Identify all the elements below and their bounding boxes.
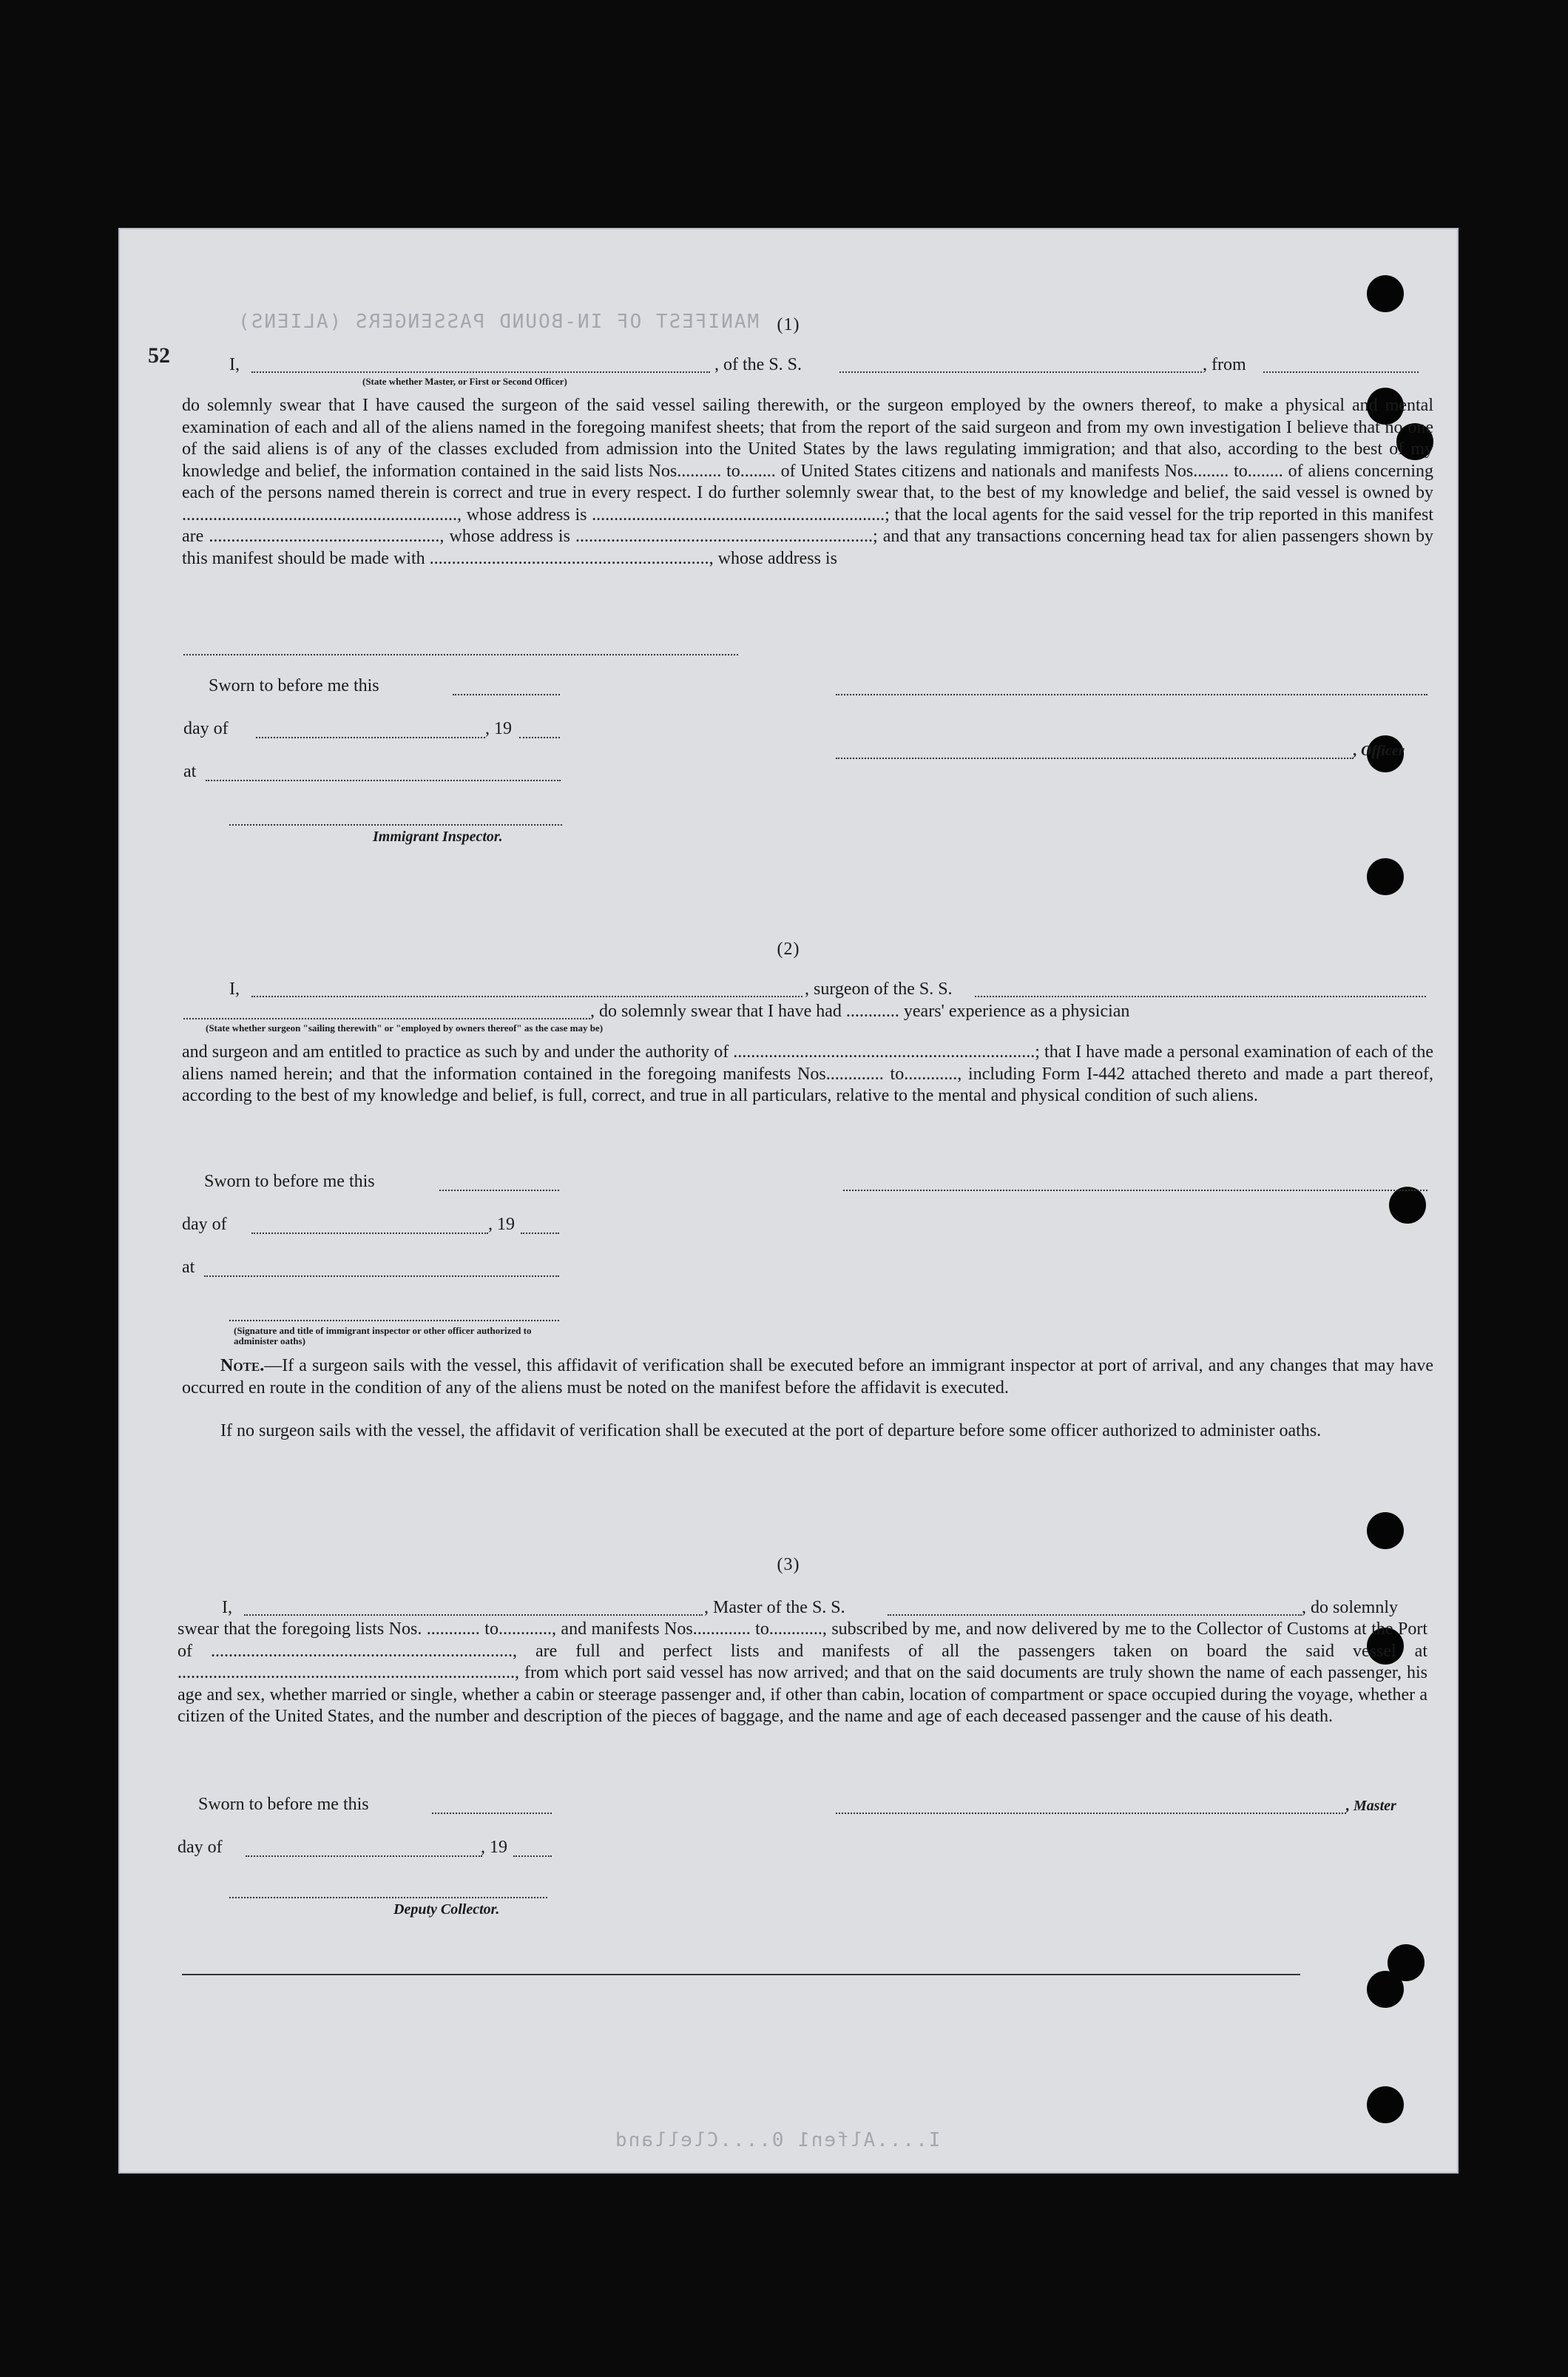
section-3-line1-prefix: I,	[222, 1598, 232, 1617]
section-3-day-of: day of	[178, 1838, 223, 1857]
section-3-master-name-field[interactable]	[244, 1614, 703, 1616]
punch-hole	[1367, 1971, 1404, 2008]
note-label: Note.	[220, 1356, 265, 1375]
bleed-through-title: MANIFEST OF IN-BOUND PASSENGERS (ALIENS)	[237, 311, 760, 333]
form-sheet	[118, 228, 1459, 2174]
from-port-field[interactable]	[1263, 371, 1419, 373]
immigrant-inspector-label: Immigrant Inspector.	[373, 829, 503, 845]
section-3-day-field[interactable]	[246, 1855, 482, 1857]
section-2-note	[182, 1355, 1433, 1399]
punch-hole	[1389, 1187, 1426, 1224]
section-2-number: (2)	[777, 940, 800, 959]
section-2-line2: , do solemnly swear that I have had ............ years' experience as a physician	[590, 1002, 1130, 1021]
master-signature-line[interactable]	[836, 1813, 1346, 1814]
section-3-body: swear that the foregoing lists Nos. ............ to............, and manifests Nos............. to............, subscribed by me, and now delivered by me to the Collector of Customs at the Port of ...................................................................., are full and perfect lists and manifests of all the passengers taken on board the said vessel at ............................................................................, from which port said vessel has now arrived; and that on the said documents are truly shown the name of each passenger, his age and sex, whether married or single, whether a cabin or steerage passenger and, if other than cabin, location of compartment or space occupied during the voyage, whether a citizen of the United States, and the number and description of the pieces of baggage, and the name and age of each deceased passenger and the cause of his death.	[178, 1619, 1427, 1726]
bottom-rule	[182, 1974, 1300, 1975]
section-3-master-of-ss: , Master of the S. S.	[704, 1598, 845, 1617]
page-corner-number: 52	[148, 343, 170, 368]
section-1-subcaption: (State whether Master, or First or Second Officer)	[362, 376, 567, 387]
master-label: , Master	[1346, 1798, 1396, 1814]
section-2-vessel-field[interactable]	[975, 996, 1426, 997]
deputy-collector-label: Deputy Collector.	[393, 1901, 500, 1918]
section-1-year: , 19	[485, 719, 512, 738]
punch-hole	[1367, 275, 1404, 312]
section-2-at: at	[182, 1258, 195, 1277]
note-text: —If a surgeon sails with the vessel, this affidavit of verification shall be executed before an immigrant inspector at port of arrival, and any changes that may have occurred en route in the condition of any of the aliens must be noted on the manifest before the affidavit is executed.	[182, 1356, 1433, 1397]
section-2-signature-caption: (Signature and title of immigrant inspector or other officer authorized to administer oaths)	[234, 1325, 532, 1346]
section-2-surgeon-of-ss: , surgeon of the S. S.	[805, 980, 953, 999]
section-2-year: , 19	[488, 1215, 515, 1234]
section-2-day-field[interactable]	[251, 1233, 488, 1234]
head-tax-address-field[interactable]	[183, 654, 738, 655]
section-2-year-field[interactable]	[521, 1233, 559, 1234]
vessel-name-field[interactable]	[839, 371, 1202, 373]
section-1-year-field[interactable]	[519, 737, 560, 738]
officer-label: , Officer	[1354, 743, 1405, 759]
section-2-signature-line[interactable]	[843, 1190, 1427, 1191]
section-2-body: and surgeon and am entitled to practice as such by and under the authority of ....................................................................; that I have made a personal examination of each of the aliens named herein; and that the information contained in the foregoing manifests Nos............. to............, including Form I-442 attached thereto and made a part thereof, according to the best of my knowledge and belief, is full, correct, and true in all particulars, relative to the mental and physical condition of such aliens.	[182, 1042, 1433, 1105]
master-name-field[interactable]	[251, 371, 710, 373]
section-1-of-ss: , of the S. S.	[714, 355, 802, 374]
section-1-body: do solemnly swear that I have caused the surgeon of the said vessel sailing therewith, or the surgeon employed by the owners thereof, to make a physical and mental examination of each and all of the aliens named in the foregoing manifest sheets; that from the report of the said surgeon and from my own investigation I believe that no one of the said aliens is of any of the classes excluded from admission into the United States by the laws regulating immigration; and that also, according to the best of my knowledge and belief, the information contained in the said lists Nos.......... to........ of United States citizens and nationals and manifests Nos........ to........ of aliens concerning each of the persons named therein is correct and true in every respect. I do further solemnly swear that, to the best of my knowledge and belief, the said vessel is owned by .............................................................., whose address is ..................................................................; that the local agents for the said vessel for the trip reported in this manifest are ...................................................., whose address is ...................................................................; and that any transactions concerning head tax for alien passengers shown by this manifest should be made with ..............................................................., whose address is	[182, 396, 1433, 568]
section-3-sworn: Sworn to before me this	[198, 1795, 369, 1814]
section-1-sworn-date-field[interactable]	[453, 694, 560, 695]
sailing-status-field[interactable]	[183, 1018, 590, 1019]
section-2-note-2: If no surgeon sails with the vessel, the affidavit of verification shall be executed at the port of departure before some officer authorized to administer oaths.	[220, 1421, 1322, 1440]
punch-hole	[1367, 1512, 1404, 1549]
section-1-day-of: day of	[183, 719, 229, 738]
section-1-sworn: Sworn to before me this	[209, 676, 379, 695]
section-3-year: , 19	[481, 1838, 507, 1857]
section-1-at: at	[183, 762, 197, 781]
section-2-sworn-date-field[interactable]	[439, 1190, 559, 1191]
bleed-through-footer: I....Alfen1 0....Clelland	[614, 2129, 941, 2151]
section-1-signature-line[interactable]	[836, 694, 1427, 695]
section-2-authorized-signature-line[interactable]	[229, 1320, 559, 1321]
section-2-day-of: day of	[182, 1215, 227, 1234]
section-2-subcaption: (State whether surgeon "sailing therewith" or "employed by owners thereof" as the case may be)	[206, 1022, 604, 1034]
section-3-year-field[interactable]	[513, 1855, 552, 1857]
officer-signature-line[interactable]	[836, 758, 1354, 759]
section-1-at-field[interactable]	[206, 780, 561, 781]
deputy-collector-signature-line[interactable]	[229, 1897, 547, 1898]
section-2-sworn: Sworn to before me this	[204, 1172, 375, 1191]
surgeon-name-field[interactable]	[251, 996, 802, 997]
section-1-line1-prefix: I,	[229, 355, 240, 374]
punch-hole	[1367, 858, 1404, 895]
inspector-signature-line[interactable]	[229, 824, 562, 826]
section-1-number: (1)	[777, 315, 800, 334]
punch-hole	[1367, 2086, 1404, 2123]
section-1-day-field[interactable]	[256, 737, 485, 738]
section-3-do-solemnly: , do solemnly	[1302, 1598, 1398, 1617]
section-2-line1-prefix: I,	[229, 980, 240, 999]
section-1-from: , from	[1203, 355, 1246, 374]
section-3-number: (3)	[777, 1555, 800, 1574]
section-3-vessel-field[interactable]	[888, 1614, 1302, 1616]
section-3-sworn-date-field[interactable]	[432, 1813, 552, 1814]
section-2-at-field[interactable]	[204, 1275, 559, 1277]
